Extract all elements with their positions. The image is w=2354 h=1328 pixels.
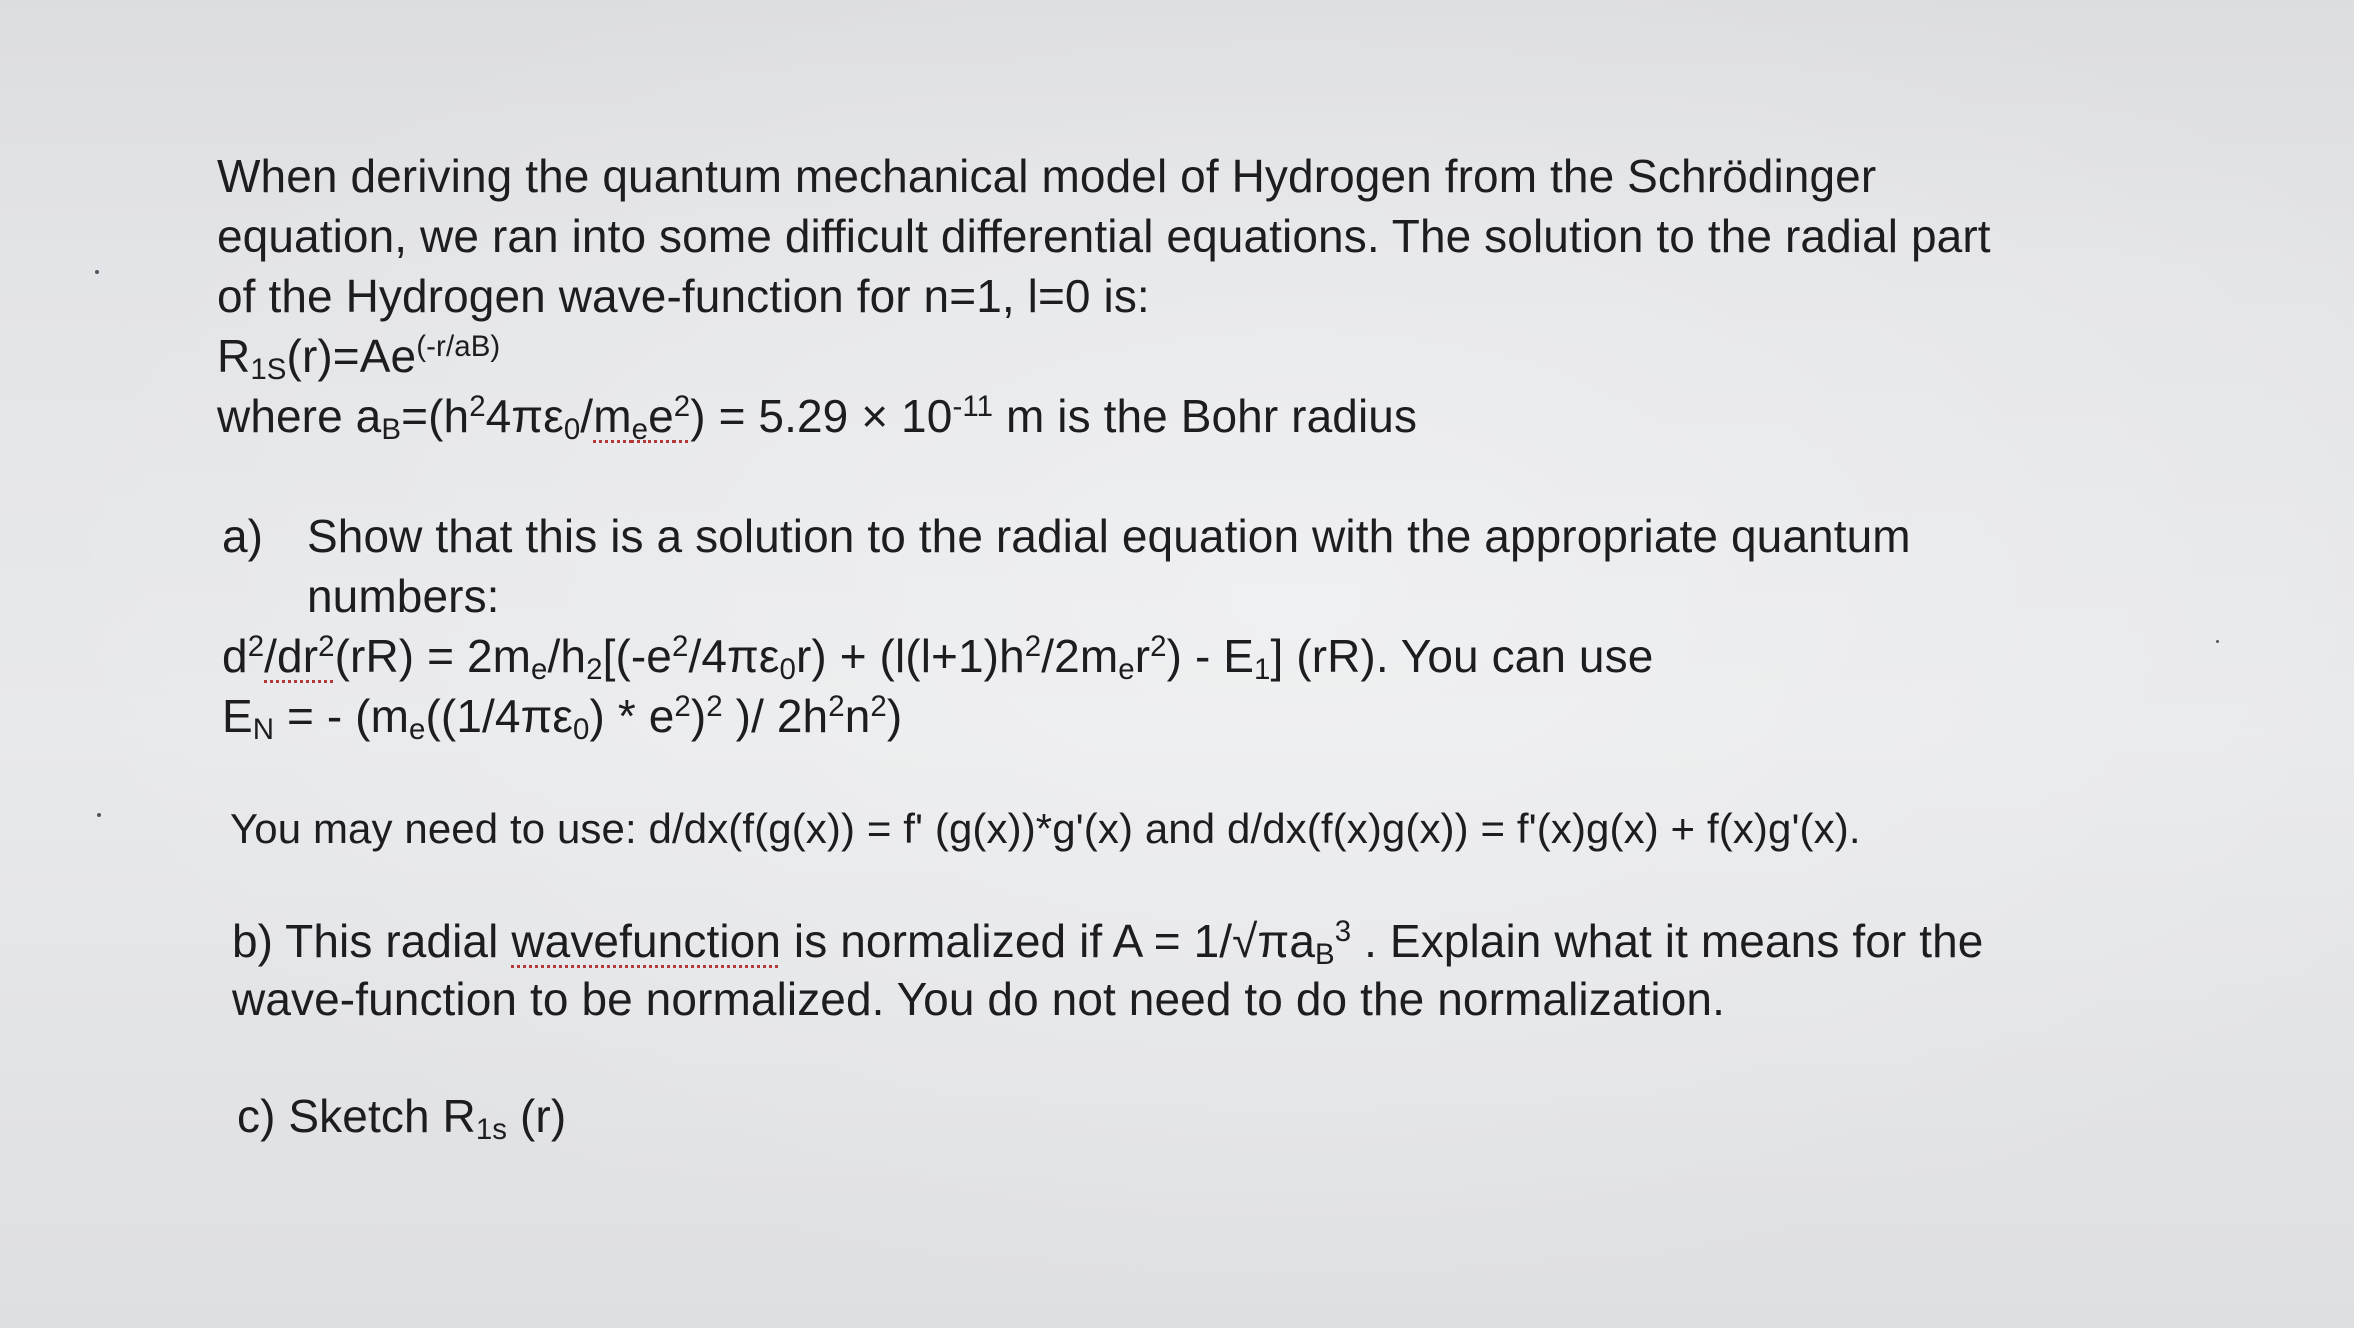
intro-line-3: of the Hydrogen wave-function for n=1, l=0 is: <box>217 270 1150 322</box>
part-a-text-1: Show that this is a solution to the radial equation with the appropriate quantum <box>307 510 1911 562</box>
part-b-line-2: wave-function to be normalized. You do not need to do the normalization. <box>232 973 1725 1025</box>
part-a-text-2: numbers: <box>307 570 500 622</box>
paper-speck <box>97 813 101 817</box>
paper-speck <box>95 270 99 274</box>
energy-level-equation: $E_N$ = - ($m_e((1/4\pi\varepsilon_0) * e^2)^2$ )/ $2h^2n^2$) <box>222 689 903 747</box>
part-a-label: a) <box>222 510 264 562</box>
part-c-line: c) Sketch $R_{1s}$ (r) <box>237 1090 567 1147</box>
paper-speck <box>2216 640 2219 643</box>
mass-electron-term: $m_ee^2$ <box>593 389 691 447</box>
radial-solution-equation: $R_{1S}(r)=Ae^{(-r/aB)}$ <box>217 329 501 387</box>
radial-differential-equation: $d^2/dr^2(rR) = 2m_e/h_2[(-e^2/4\pi\varepsilon_0r) + (l(l+1)h^2/2m_er^2) - E_1]$ (rR). You can use <box>222 629 1654 687</box>
hint-line: You may need to use: d/dx(f(g(x)) = f' (g(x))*g'(x) and d/dx(f(x)g(x)) = f'(x)g(x) + f(x)g'(x). <box>230 805 1861 852</box>
part-b-line-1: b) This radial wavefunction is normalized if $A = 1/√\pi a_B^3$ . Explain what it means for the <box>232 914 1984 972</box>
dr2-term: $/dr^2$ <box>264 629 335 682</box>
bohr-radius-definition: where $a_B=(h^24\pi\varepsilon_0/m_ee^2) = 5.29 \times 10^{-11}$ m is the Bohr radius <box>217 389 1418 447</box>
intro-line-2: equation, we ran into some difficult differential equations. The solution to the radial part <box>217 210 1991 262</box>
intro-line-1: When deriving the quantum mechanical model of Hydrogen from the Schrödinger <box>217 150 1877 202</box>
wavefunction-word: wavefunction <box>511 915 782 967</box>
